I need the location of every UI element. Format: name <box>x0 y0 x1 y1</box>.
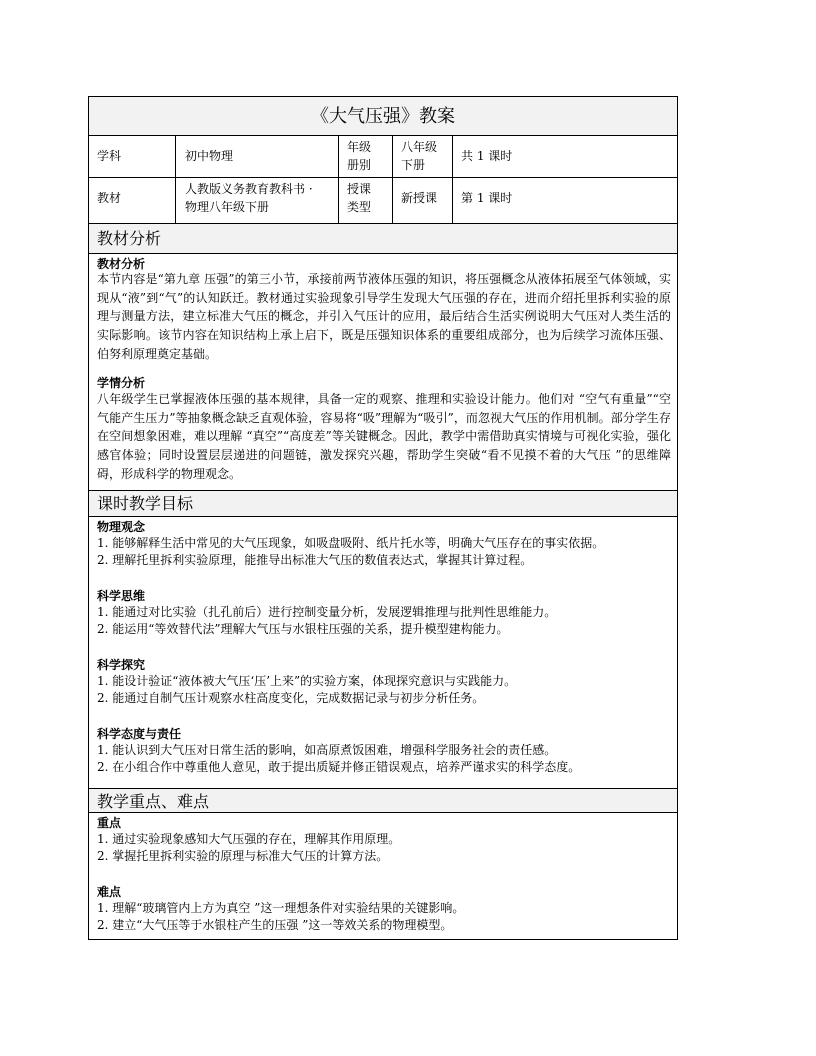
lesson-type-value: 新授课 <box>401 191 438 205</box>
grade-label: 年级 册别 <box>347 140 372 172</box>
goal-item: 2. 能运用“等效替代法”理解大气压与水银柱压强的关系，提升模型建构能力。 <box>97 622 509 636</box>
goal-item: 2. 能通过自制气压计观察水柱高度变化，完成数据记录与初步分析任务。 <box>97 691 485 705</box>
material-analysis-heading: 教材分析 <box>97 257 146 271</box>
current-period: 第 1 课时 <box>461 191 513 205</box>
goal-item: 2. 理解托里拆利实验原理，能推导出标准大气压的数值表达式，掌握其计算过程。 <box>97 553 533 567</box>
divider <box>89 516 677 517</box>
divider <box>89 253 677 254</box>
divider <box>175 135 176 223</box>
grade-value: 八年级 下册 <box>401 140 438 172</box>
difficulty-heading: 难点 <box>97 885 122 899</box>
goal-item: 1. 能设计验证“液体被大气压‘压’上来”的实验方案，体现探究意识与实践能力。 <box>97 674 517 688</box>
goal-group-heading: 科学探究 <box>97 658 146 672</box>
key-section-title: 教学重点、难点 <box>97 792 210 811</box>
divider <box>89 490 677 491</box>
goal-item: 1. 能认识到大气压对日常生活的影响，如高原煮饭困难，增强科学服务社会的责任感。 <box>97 743 557 757</box>
difficulty-item: 2. 建立“大气压等于水银柱产生的压强 ”这一等效关系的物理模型。 <box>97 918 453 932</box>
analysis-band <box>89 223 677 253</box>
material-value: 人教版义务教育教科书 · 物理八年级下册 <box>185 182 313 214</box>
focus-item: 1. 通过实验现象感知大气压强的存在，理解其作用原理。 <box>97 832 401 846</box>
divider <box>89 788 677 789</box>
divider <box>392 135 393 223</box>
goals-section-title: 课时教学目标 <box>97 494 194 513</box>
subject-value: 初中物理 <box>185 149 234 163</box>
goal-group-heading: 物理观念 <box>97 520 146 534</box>
analysis-section-title: 教材分析 <box>97 229 162 248</box>
total-periods: 共 1 课时 <box>461 149 513 163</box>
goal-item: 2. 在小组合作中尊重他人意见，敢于提出质疑并修正错误观点，培养严谨求实的科学态度。 <box>97 760 581 774</box>
focus-heading: 重点 <box>97 816 122 830</box>
subject-label: 学科 <box>97 149 122 163</box>
material-analysis-text: 本节内容是“第九章 压强”的第三小节，承接前两节液体压强的知识，将压强概念从液体拓展至气体领域，实现从“液”到“气”的认知跃迁。教材通过实验现象引导学生发现大气压强的存在，进而介绍托里拆利实验的原理与测量方法，建立标准大气压的概念，并引入气压计的应用，最后结合生活实例说明大气压对人类生活的实际影响。该节内容在知识结构上承上启下，既是压强知识体系的重要组成部分，也为后续学习流体压强、伯努利原理奠定基础。 <box>97 272 671 361</box>
student-analysis-heading: 学情分析 <box>97 376 146 390</box>
divider <box>452 135 453 223</box>
divider <box>89 223 677 224</box>
lesson-type-label: 授课 类型 <box>347 182 372 214</box>
student-analysis-text: 八年级学生已掌握液体压强的基本规律，具备一定的观察、推理和实验设计能力。他们对 “空气有重量”“空气能产生压力”等抽象概念缺乏直观体验，容易将“吸”理解为“吸引”，而忽视大气压的作用机制。部分学生存在空间想象困难，难以理解 “真空”“高度差”等关键概念。因此，教学中需借助真实情境与可视化实验，强化感官体验；同时设置层层递进的问题链，激发探究兴趣，帮助学生突破“看不见摸不着的大气压 ”的思维障碍，形成科学的物理观念。 <box>97 392 671 481</box>
goal-item: 1. 能通过对比实验（扎孔前后）进行控制变量分析，发展逻辑推理与批判性思维能力。 <box>97 605 557 619</box>
divider <box>89 177 677 178</box>
divider <box>338 135 339 223</box>
goal-item: 1. 能够解释生活中常见的大气压现象，如吸盘吸附、纸片托水等，明确大气压存在的事实依据。 <box>97 536 605 550</box>
lesson-plan-table <box>88 96 678 940</box>
document-title: 《大气压强》教案 <box>311 106 455 127</box>
focus-item: 2. 掌握托里拆利实验的原理与标准大气压的计算方法。 <box>97 849 389 863</box>
difficulty-item: 1. 理解“玻璃管内上方为真空 ”这一理想条件对实验结果的关键影响。 <box>97 901 465 915</box>
divider <box>89 135 677 136</box>
goal-group-heading: 科学思维 <box>97 589 146 603</box>
goal-group-heading: 科学态度与责任 <box>97 727 182 741</box>
material-label: 教材 <box>97 191 122 205</box>
